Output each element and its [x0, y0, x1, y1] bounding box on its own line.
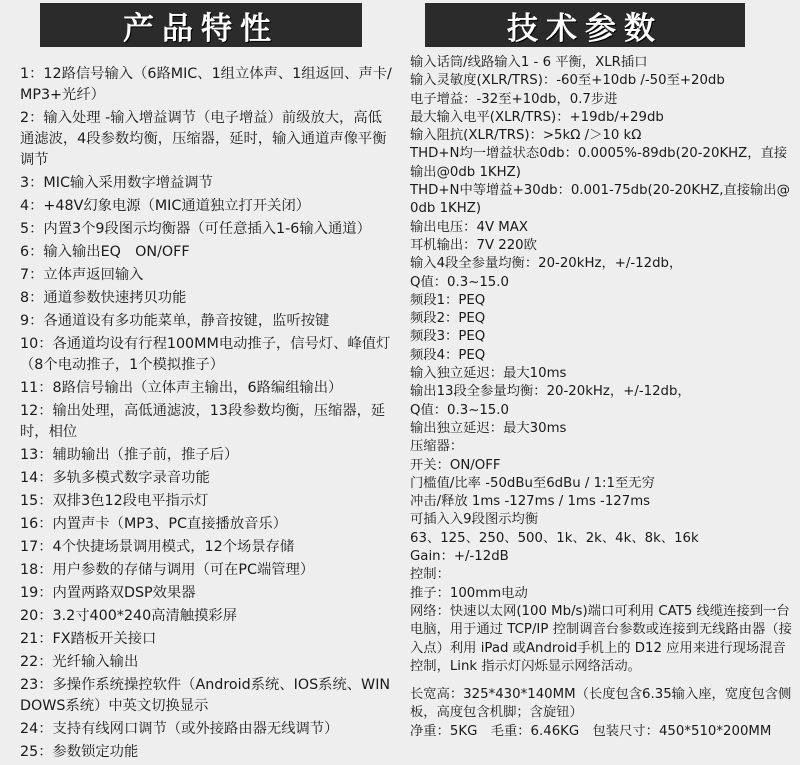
list-item: 4：+48V幻象电源（MIC通道独立打开关闭） — [20, 198, 311, 214]
list-item: 21：FX踏板开关接口 — [20, 631, 157, 647]
spec-line: 输入话筒/线路输入1 - 6 平衡，XLR插口 — [410, 55, 648, 70]
list-item: 16：内置声卡（MP3、PC直接播放音乐） — [20, 516, 288, 532]
list-item: 3：MIC输入采用数字增益调节 — [20, 175, 213, 191]
list-item: 19：内置两路双DSP效果器 — [20, 585, 196, 601]
list-item: 14：多轨多模式数字录音功能 — [20, 470, 210, 486]
spec-line: 输入独立延迟：最大10ms — [410, 366, 567, 382]
spec-line: Gain：+/-12dB — [410, 549, 509, 565]
list-item: 17：4个快捷场景调用模式，12个场景存储 — [20, 539, 295, 555]
spec-line: 输出13段全参量均衡：20-20kHz，+/-12db， — [410, 384, 691, 400]
list-item: 24：支持有线网口调节（或外接路由器无线调节） — [20, 721, 339, 737]
spec-line: 输出电压：4V MAX — [410, 219, 528, 235]
list-item: 25：参数锁定功能 — [20, 744, 139, 760]
list-item: 6：输入输出EQ ON/OFF — [20, 244, 190, 260]
list-item: 20：3.2寸400*240高清触摸彩屏 — [20, 608, 238, 624]
spec-line: 长宽高：325*430*140MM（长度包含6.35输入座，宽度包含侧板，高度包含机脚；含旋钮） — [410, 687, 792, 721]
spec-line: 输入4段全参量均衡：20-20kHz，+/-12db， — [410, 256, 683, 272]
list-item: 1：12路信号输入（6路MIC、1组立体声、1组返回、声卡/MP3+光纤） — [20, 66, 392, 103]
specs-title: 技术参数 — [425, 3, 745, 47]
list-item: 8：通道参数快速拷贝功能 — [20, 290, 187, 306]
spec-line: 63、125、250、500、1k、2k、4k、8k、16k — [410, 530, 699, 546]
spec-line: THD+N中等增益+30db：0.001-75db(20-20KHZ,直接输出@0db 1KHZ) — [410, 183, 790, 217]
spec-line: 最大输入电平(XLR/TRS)：+19db/+29db — [410, 109, 664, 125]
spec-line: 门槛值/比率 -50dBu至6dBu / 1:1至无穷 — [410, 475, 655, 491]
spec-line: 频段2：PEQ — [410, 311, 486, 327]
spec-line: 压缩器： — [410, 439, 464, 455]
spec-line: 频段1：PEQ — [410, 292, 486, 308]
spec-line: 电子增益：-32至+10db，0.7步进 — [410, 91, 618, 107]
spec-line: Q值：0.3~15.0 — [410, 274, 509, 290]
spec-line: 净重：5KG 毛重：6.46KG 包装尺寸：450*510*200MM — [410, 723, 772, 739]
spec-line: 冲击/释放 1ms -127ms / 1ms -127ms — [410, 494, 651, 510]
list-item: 2：输入处理 -输入增益调节（电子增益）前级放大，高低通滤波，4段参数均衡，压缩器，延时，输入通道声像平衡调节 — [20, 110, 387, 168]
spec-line: 可插入入9段图示均衡 — [410, 512, 539, 528]
spec-line: 频段4：PEQ — [410, 347, 486, 363]
list-item: 10：各通道均设有行程100MM电动推子，信号灯、峰值灯（8个电动推子，1个模拟推子） — [20, 336, 391, 373]
spec-line: THD+N均一增益状态0db：0.0005%-89db(20-20KHZ，直接输出@0db 1KHZ) — [410, 146, 788, 180]
list-item: 7：立体声返回输入 — [20, 267, 144, 283]
spec-line: 输入灵敏度(XLR/TRS)：-60至+10db /-50至+20db — [410, 73, 725, 89]
spec-line: 推子：100mm电动 — [410, 585, 528, 601]
spec-line: 输入阻抗(XLR/TRS)：>5kΩ /＞10 kΩ — [410, 128, 642, 144]
list-item: 12：输出处理，高低通滤波，13段参数均衡，压缩器，延时，相位 — [20, 403, 386, 440]
spec-line: 输出独立延迟：最大30ms — [410, 420, 567, 436]
list-item: 5：内置3个9段图示均衡器（可任意插入1-6输入通道） — [20, 221, 371, 237]
spec-line: 开关：ON/OFF — [410, 457, 501, 473]
list-item: 11：8路信号输出（立体声主输出，6路编组输出） — [20, 380, 343, 396]
features-list — [20, 64, 395, 765]
features-title: 产品特性 — [40, 3, 362, 47]
list-item: 22：光纤输入输出 — [20, 654, 139, 670]
spec-line: 频段3：PEQ — [410, 329, 486, 345]
spec-line: 控制： — [410, 567, 450, 583]
spec-line: 网络：快速以太网(100 Mb/s)端口可利用 CAT5 线缆连接到一台电脑，用于通过 TCP/IP 控制调音台参数或连接到无线路由器（接入点）利用 iPad 或Android手机上的 D12 应用来进行现场混音控制，Link 指示灯闪烁显示网络活动。 — [410, 603, 792, 674]
list-item: 9：各通道设有多功能菜单，静音按键，监听按键 — [20, 313, 330, 329]
spec-line: Q值：0.3~15.0 — [410, 402, 509, 418]
list-item: 18：用户参数的存储与调用（可在PC端管理） — [20, 562, 315, 578]
list-item: 23：多操作系统操控软件（Android系统、IOS系统、WINDOWS系统）中英文切换显示 — [20, 677, 391, 714]
spec-line: 耳机输出：7V 220欧 — [410, 237, 537, 253]
list-item: 15：双排3色12段电平指示灯 — [20, 493, 209, 509]
specs-list — [410, 54, 798, 741]
list-item: 13：辅助输出（推子前，推子后） — [20, 447, 239, 463]
